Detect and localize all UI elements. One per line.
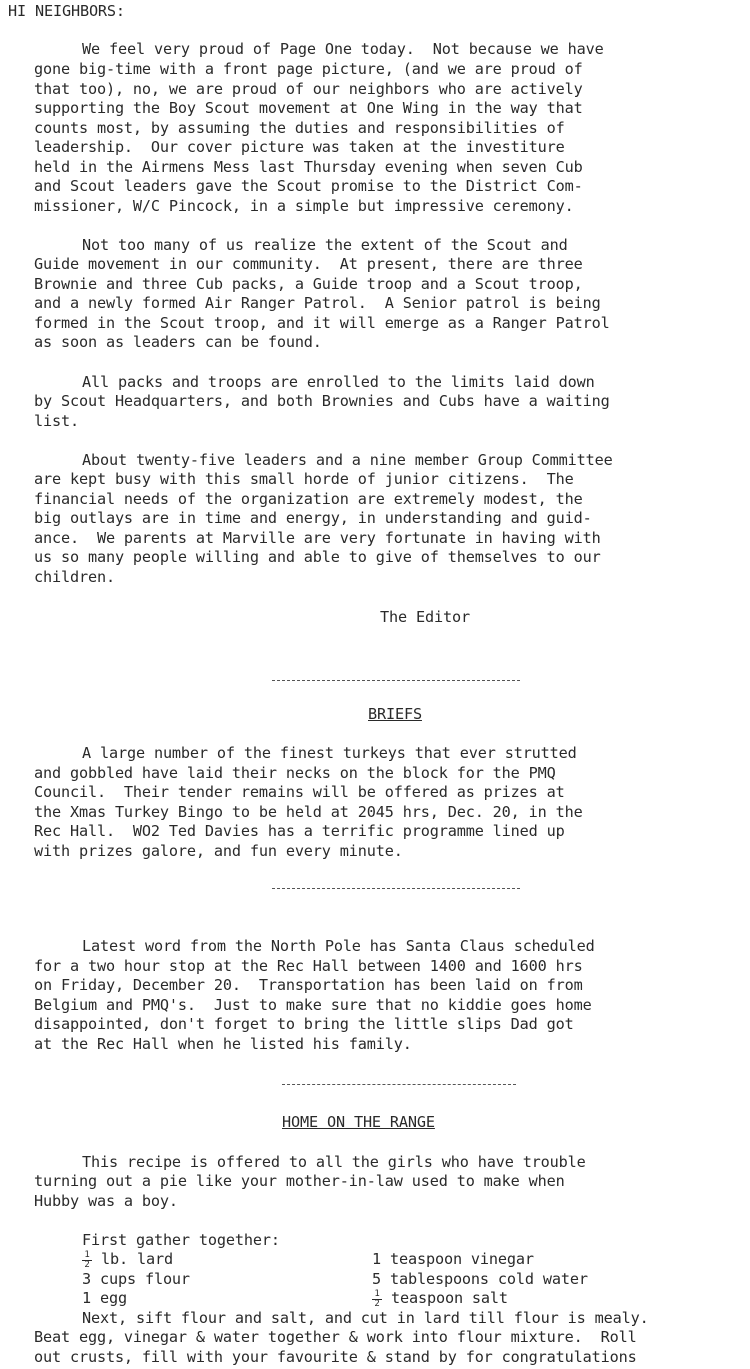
text-line: leadership. Our cover picture was taken at the investiture	[34, 138, 565, 156]
text-line: list.	[34, 412, 79, 430]
text-line: A large number of the finest turkeys that ever strutted	[82, 744, 577, 762]
text-line: This recipe is offered to all the girls who have trouble	[82, 1153, 586, 1171]
text-line: Belgium and PMQ's. Just to make sure that no kiddie goes home	[34, 996, 592, 1014]
ingredient-salt: $\frac{1}{2}$ teaspoon salt	[372, 1289, 508, 1309]
text-line: All packs and troops are enrolled to the limits laid down	[82, 373, 595, 391]
recipe-gather-line: First gather together:	[82, 1231, 280, 1249]
text-line: disappointed, don't forget to bring the little slips Dad got	[34, 1015, 574, 1033]
text-line: us so many people willing and able to give of themselves to our	[34, 548, 601, 566]
text-line: out crusts, fill with your favourite & stand by for congratulations	[34, 1348, 637, 1366]
text-line: that too), no, we are proud of our neighbors who are actively	[34, 80, 583, 98]
text-line: missioner, W/C Pincock, in a simple but impressive ceremony.	[34, 197, 574, 215]
text-line: Brownie and three Cub packs, a Guide troop and a Scout troop,	[34, 275, 583, 293]
ingredient-lard: $\frac{1}{2}$ lb. lard	[82, 1250, 173, 1270]
text-line: for a two hour stop at the Rec Hall between 1400 and 1600 hrs	[34, 957, 583, 975]
text-line: Beat egg, vinegar & water together & work into flour mixture. Roll	[34, 1328, 637, 1346]
text-line: financial needs of the organization are extremely modest, the	[34, 490, 583, 508]
ingredient-vinegar: 1 teaspoon vinegar	[372, 1250, 534, 1268]
text-line: and gobbled have laid their necks on the block for the PMQ	[34, 764, 556, 782]
text-line: with prizes galore, and fun every minute.	[34, 842, 403, 860]
section-divider	[272, 888, 520, 889]
editor-signature: The Editor	[380, 608, 470, 626]
text-line: Hubby was a boy.	[34, 1192, 178, 1210]
text-line: children.	[34, 568, 115, 586]
text-line: the Xmas Turkey Bingo to be held at 2045 hrs, Dec. 20, in the	[34, 803, 583, 821]
text-line: at the Rec Hall when he listed his family.	[34, 1035, 412, 1053]
text-line: and Scout leaders gave the Scout promise to the District Com-	[34, 177, 583, 195]
text-line: are kept busy with this small horde of junior citizens. The	[34, 470, 574, 488]
text-line: Latest word from the North Pole has Santa Claus scheduled	[82, 937, 595, 955]
text-line: Rec Hall. WO2 Ted Davies has a terrific programme lined up	[34, 822, 565, 840]
text-line: gone big-time with a front page picture, (and we are proud of	[34, 60, 583, 78]
fraction-half: $\frac{1}{2}$	[82, 1251, 92, 1270]
text-line: held in the Airmens Mess last Thursday evening when seven Cub	[34, 158, 583, 176]
text-line: Council. Their tender remains will be offered as prizes at	[34, 783, 565, 801]
text-line: About twenty-five leaders and a nine member Group Committee	[82, 451, 613, 469]
text-line: ance. We parents at Marville are very fortunate in having with	[34, 529, 601, 547]
text-line: by Scout Headquarters, and both Brownies and Cubs have a waiting	[34, 392, 610, 410]
text-line: Not too many of us realize the extent of the Scout and	[82, 236, 568, 254]
text-line: turning out a pie like your mother-in-law used to make when	[34, 1172, 565, 1190]
text-line: as soon as leaders can be found.	[34, 333, 322, 351]
text-line: big outlays are in time and energy, in understanding and guid-	[34, 509, 592, 527]
greeting: HI NEIGHBORS:	[8, 2, 125, 20]
fraction-half: $\frac{1}{2}$	[372, 1290, 382, 1309]
text-line: formed in the Scout troop, and it will emerge as a Ranger Patrol	[34, 314, 610, 332]
section-divider	[282, 1084, 516, 1085]
text-line: on Friday, December 20. Transportation has been laid on from	[34, 976, 583, 994]
text-line: and a newly formed Air Ranger Patrol. A Senior patrol is being	[34, 294, 601, 312]
recipe-heading: HOME ON THE RANGE	[282, 1113, 435, 1131]
text-line: counts most, by assuming the duties and responsibilities of	[34, 119, 565, 137]
section-divider	[272, 680, 520, 681]
text-line: Next, sift flour and salt, and cut in lard till flour is mealy.	[82, 1309, 649, 1327]
ingredient-flour: 3 cups flour	[82, 1270, 190, 1288]
text-line: We feel very proud of Page One today. Not because we have	[82, 40, 604, 58]
text-line: supporting the Boy Scout movement at One Wing in the way that	[34, 99, 583, 117]
briefs-heading: BRIEFS	[368, 705, 422, 723]
ingredient-egg: 1 egg	[82, 1289, 127, 1307]
ingredient-water: 5 tablespoons cold water	[372, 1270, 588, 1288]
text-line: Guide movement in our community. At present, there are three	[34, 255, 583, 273]
